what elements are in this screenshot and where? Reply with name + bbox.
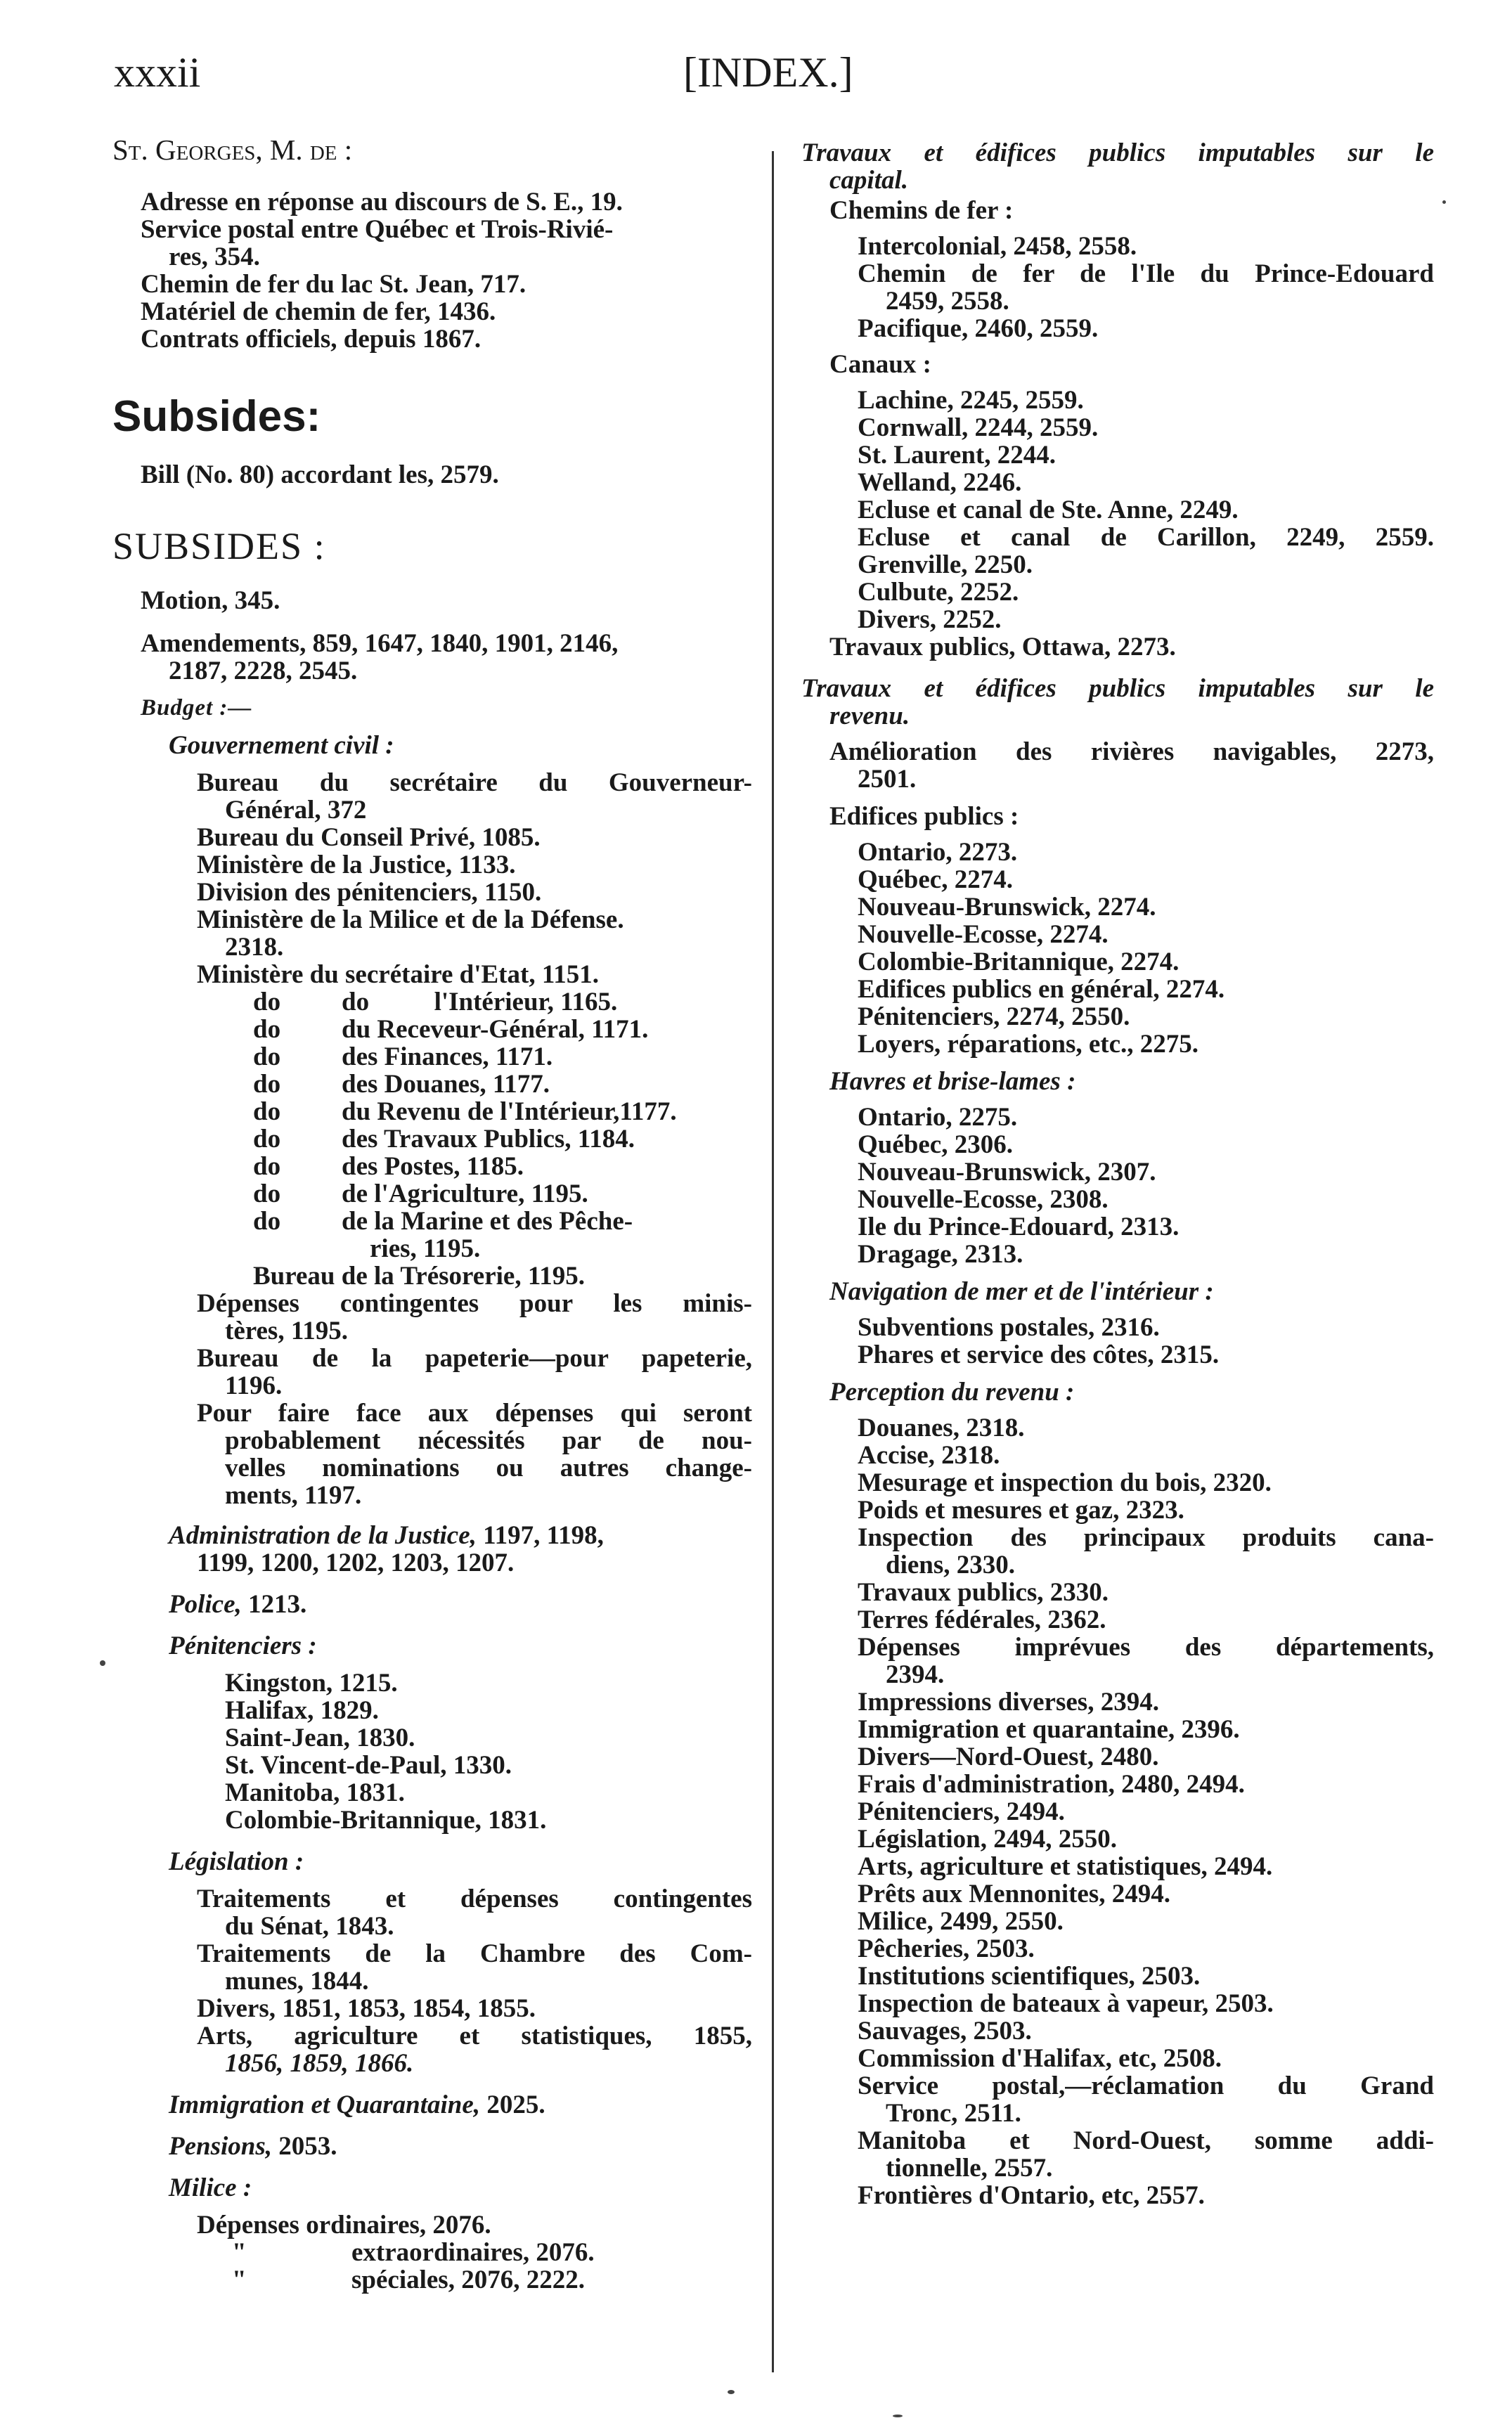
ditto-text: du Receveur-Général, 1171. xyxy=(342,1015,649,1044)
index-line xyxy=(169,1591,752,1618)
index-line: Institutions scientifiques, 2503. xyxy=(858,1962,1201,1991)
index-line: Service postal entre Québec et Trois-Rivié- xyxy=(141,215,614,244)
column-divider xyxy=(772,151,774,2372)
ditto-mark: do xyxy=(253,1070,281,1099)
index-line: Traitements de la Chambre des Com- xyxy=(197,1939,752,1968)
ditto-mark: do xyxy=(253,1097,281,1126)
index-line: Impressions diverses, 2394. xyxy=(858,1688,1159,1717)
page-number: xxxii xyxy=(114,49,201,96)
index-line: tères, 1195. xyxy=(225,1317,349,1345)
ditto-text: de la Marine et des Pêche- xyxy=(342,1207,633,1236)
index-line: tionnelle, 2557. xyxy=(886,2154,1053,2183)
index-line: Inspection de bateaux à vapeur, 2503. xyxy=(858,1989,1274,2018)
index-line xyxy=(197,2239,752,2266)
index-line: Divers, 2252. xyxy=(858,605,1002,634)
ditto-mark: do xyxy=(253,1152,281,1181)
index-line: Douanes, 2318. xyxy=(858,1414,1025,1442)
ditto-row xyxy=(253,1208,752,1235)
ditto-mark: " xyxy=(232,2266,247,2294)
index-line: Matériel de chemin de fer, 1436. xyxy=(141,297,496,326)
index-line: Pêcheries, 2503. xyxy=(858,1934,1035,1963)
ditto-mark: " xyxy=(232,2238,247,2267)
index-line: Dépenses ordinaires, 2076. xyxy=(197,2211,491,2240)
index-line: Ecluse et canal de Ste. Anne, 2249. xyxy=(858,496,1239,524)
index-line: ments, 1197. xyxy=(225,1481,362,1510)
ditto-row xyxy=(253,988,752,1016)
ditto-block xyxy=(253,988,752,1262)
edifices-heading: Edifices publics : xyxy=(829,802,1019,831)
index-line: Ministère du secrétaire d'Etat, 1151. xyxy=(197,960,600,989)
index-line: Saint-Jean, 1830. xyxy=(225,1724,415,1752)
entry-st-georges-heading: St. Georges, M. de : xyxy=(112,134,353,166)
index-line: Ontario, 2273. xyxy=(858,838,1018,867)
index-line: ries, 1195. xyxy=(370,1234,481,1263)
index-line: Immigration et quarantaine, 2396. xyxy=(858,1715,1240,1744)
index-line: Loyers, réparations, etc., 2275. xyxy=(858,1030,1199,1059)
section-heading-revenu: Travaux et édifices publics imputables sur le xyxy=(801,674,1434,703)
index-line: Chemin de fer de l'Ile du Prince-Edouard xyxy=(858,259,1434,288)
ditto-mark: do xyxy=(253,1015,281,1044)
index-line: Division des pénitenciers, 1150. xyxy=(197,878,542,907)
police-pages: 1213. xyxy=(241,1590,307,1619)
scan-speck xyxy=(1442,200,1446,204)
index-line: Nouveau-Brunswick, 2274. xyxy=(858,893,1156,922)
index-line: Divers, 1851, 1853, 1854, 1855. xyxy=(197,1994,536,2023)
index-line: Poids et mesures et gaz, 2323. xyxy=(858,1496,1184,1525)
index-line: Inspection des principaux produits cana- xyxy=(858,1523,1434,1552)
immigration-pages: 2025. xyxy=(480,2090,545,2119)
index-line: Edifices publics en général, 2274. xyxy=(858,975,1225,1004)
index-line: Pour faire face aux dépenses qui seront xyxy=(197,1399,752,1428)
ditto-text: des Finances, 1171. xyxy=(342,1042,553,1071)
index-line: Mesurage et inspection du bois, 2320. xyxy=(858,1468,1272,1497)
index-line: Québec, 2306. xyxy=(858,1130,1013,1159)
index-line: 1196. xyxy=(225,1371,283,1400)
index-line: Culbute, 2252. xyxy=(858,578,1019,607)
index-line: Arts, agriculture et statistiques, 2494. xyxy=(858,1852,1273,1881)
section-heading-capital: Travaux et édifices publics imputables sur le xyxy=(801,138,1434,167)
ditto-mark: do xyxy=(253,988,281,1016)
subsides-bill-heading: Subsides: xyxy=(112,392,321,441)
ditto-text: des Douanes, 1177. xyxy=(342,1070,550,1099)
index-line: Traitements et dépenses contingentes xyxy=(197,1885,752,1913)
index-line: Lachine, 2245, 2559. xyxy=(858,386,1084,415)
index-line: Commission d'Halifax, etc, 2508. xyxy=(858,2044,1222,2073)
index-line: Ile du Prince-Edouard, 2313. xyxy=(858,1213,1180,1241)
index-line: Colombie-Britannique, 1831. xyxy=(225,1806,547,1835)
index-line: Ministère de la Justice, 1133. xyxy=(197,851,516,879)
police-label: Police, xyxy=(169,1590,242,1619)
index-line: Welland, 2246. xyxy=(858,468,1022,497)
index-line: Divers—Nord-Ouest, 2480. xyxy=(858,1743,1159,1771)
index-line xyxy=(197,2266,752,2294)
index-line: Terres fédérales, 2362. xyxy=(858,1605,1106,1634)
pensions-label: Pensions, xyxy=(169,2132,273,2161)
index-line: Bill (No. 80) accordant les, 2579. xyxy=(141,460,499,489)
legislation-lines xyxy=(197,1885,752,2077)
index-line: Pénitenciers, 2494. xyxy=(858,1797,1065,1826)
ditto-mark: do xyxy=(253,1125,281,1153)
index-line: munes, 1844. xyxy=(225,1967,369,1996)
index-line: Travaux publics, Ottawa, 2273. xyxy=(829,633,1176,661)
ditto-text: du Revenu de l'Intérieur,1177. xyxy=(342,1097,677,1126)
index-line: 1199, 1200, 1202, 1203, 1207. xyxy=(197,1549,515,1577)
index-line: Chemin de fer du lac St. Jean, 717. xyxy=(141,270,526,299)
index-line: Accise, 2318. xyxy=(858,1441,1000,1470)
canaux-heading: Canaux : xyxy=(829,350,931,379)
ditto-row xyxy=(253,1098,752,1125)
index-line: Service postal,—réclamation du Grand xyxy=(858,2072,1434,2100)
index-line: Amendements, 859, 1647, 1840, 1901, 2146, xyxy=(141,629,619,658)
legislation-heading: Législation : xyxy=(169,1847,304,1876)
index-line: Bureau de la papeterie—pour papeterie, xyxy=(197,1344,752,1373)
ditto-text: des Postes, 1185. xyxy=(342,1152,524,1181)
perception-lines xyxy=(858,1414,1434,2209)
index-text: spéciales, 2076, 2222. xyxy=(351,2266,585,2294)
ditto-text: des Travaux Publics, 1184. xyxy=(342,1125,635,1153)
ditto-row xyxy=(253,1043,752,1071)
index-line: Nouveau-Brunswick, 2307. xyxy=(858,1158,1156,1187)
budget-label: Budget :— xyxy=(141,695,252,720)
ditto-row xyxy=(253,1180,752,1208)
ditto-mark: do xyxy=(253,1042,281,1071)
index-line: 2394. xyxy=(886,1660,945,1689)
ditto-mark: do xyxy=(253,1180,281,1208)
index-line: Sauvages, 2503. xyxy=(858,2017,1032,2046)
index-line: Intercolonial, 2458, 2558. xyxy=(858,232,1137,261)
index-line: St. Vincent-de-Paul, 1330. xyxy=(225,1751,512,1780)
ditto-text: de l'Agriculture, 1195. xyxy=(342,1180,588,1208)
justice-entry xyxy=(169,1522,752,2294)
penitenciers-lines xyxy=(225,1669,752,1834)
index-line: 2459, 2558. xyxy=(886,287,1009,316)
index-line: Grenville, 2250. xyxy=(858,550,1033,579)
index-line: Travaux publics, 2330. xyxy=(858,1578,1109,1607)
index-line: Ministère de la Milice et de la Défense. xyxy=(197,905,624,934)
index-line: Tronc, 2511. xyxy=(886,2099,1021,2128)
index-line: Amélioration des rivières navigables, 2273, xyxy=(829,737,1434,766)
chemins-heading: Chemins de fer : xyxy=(829,196,1014,225)
perception-heading: Perception du revenu : xyxy=(829,1378,1075,1407)
ditto-row xyxy=(253,1125,752,1153)
index-line: Nouvelle-Ecosse, 2308. xyxy=(858,1185,1109,1214)
index-line: Cornwall, 2244, 2559. xyxy=(858,413,1099,442)
running-head: [INDEX.] xyxy=(683,49,853,96)
milice-lines xyxy=(197,2211,752,2294)
canaux-lines xyxy=(858,387,1434,633)
index-line: 1856, 1859, 1866. xyxy=(225,2049,414,2078)
index-line: Subventions postales, 2316. xyxy=(858,1313,1160,1342)
index-line: 2501. xyxy=(858,765,917,794)
index-line: res, 354. xyxy=(169,243,260,271)
section-heading-revenu-cont: revenu. xyxy=(829,702,910,730)
gouvernement-civil-lines xyxy=(197,769,752,1509)
entry-st-georges-lines xyxy=(141,188,752,353)
havres-lines xyxy=(858,1104,1434,1268)
index-line: Phares et service des côtes, 2315. xyxy=(858,1340,1220,1369)
index-line: Prêts aux Mennonites, 2494. xyxy=(858,1880,1170,1908)
right-column xyxy=(801,139,1434,2209)
index-line: Bureau de la Trésorerie, 1195. xyxy=(253,1262,586,1291)
index-line xyxy=(169,2091,752,2119)
index-line: Général, 372 xyxy=(225,796,367,825)
subsides-heading: SUBSIDES : xyxy=(112,525,326,567)
index-line: diens, 2330. xyxy=(886,1551,1016,1579)
navigation-heading: Navigation de mer et de l'intérieur : xyxy=(829,1277,1214,1306)
index-text: extraordinaires, 2076. xyxy=(351,2238,595,2267)
index-line: velles nominations ou autres change- xyxy=(225,1454,752,1482)
index-line: Halifax, 1829. xyxy=(225,1696,379,1725)
index-line: Nouvelle-Ecosse, 2274. xyxy=(858,920,1109,949)
index-line: Colombie-Britannique, 2274. xyxy=(858,948,1180,976)
index-line: Dépenses imprévues des départements, xyxy=(858,1633,1434,1662)
index-line: Milice, 2499, 2550. xyxy=(858,1907,1064,1936)
scan-speck xyxy=(728,2390,735,2394)
index-line: Ecluse et canal de Carillon, 2249, 2559. xyxy=(858,523,1434,552)
navigation-lines xyxy=(858,1314,1434,1369)
chemins-lines xyxy=(858,233,1434,342)
index-line: Frontières d'Ontario, etc, 2557. xyxy=(858,2181,1205,2210)
ditto-text: do l'Intérieur, 1165. xyxy=(342,988,618,1016)
ditto-row xyxy=(253,1071,752,1098)
index-line: Dépenses contingentes pour les minis- xyxy=(197,1289,752,1318)
index-line: probablement nécessités par de nou- xyxy=(225,1426,752,1455)
index-line: Adresse en réponse au discours de S. E., 19. xyxy=(141,188,623,216)
index-line: Contrats officiels, depuis 1867. xyxy=(141,325,482,354)
scan-speck xyxy=(100,1660,105,1666)
penitenciers-heading: Pénitenciers : xyxy=(169,1631,317,1660)
index-line: Manitoba, 1831. xyxy=(225,1778,405,1807)
index-line: du Sénat, 1843. xyxy=(225,1912,394,1941)
subsides-entries xyxy=(141,587,752,2294)
index-line: Bureau du Conseil Privé, 1085. xyxy=(197,823,541,852)
edifices-lines xyxy=(858,839,1434,1058)
ditto-row xyxy=(253,1016,752,1043)
index-line: Manitoba et Nord-Ouest, somme addi- xyxy=(858,2126,1434,2155)
milice-heading: Milice : xyxy=(169,2173,252,2202)
index-line: Kingston, 1215. xyxy=(225,1669,398,1698)
index-line: St. Laurent, 2244. xyxy=(858,441,1056,470)
justice-label: Administration de la Justice, xyxy=(169,1521,477,1550)
index-line: Pénitenciers, 2274, 2550. xyxy=(858,1002,1130,1031)
justice-pages: 1197, 1198, xyxy=(476,1521,604,1550)
index-line xyxy=(169,2133,752,2160)
index-line: Législation, 2494, 2550. xyxy=(858,1825,1117,1854)
index-line: Bureau du secrétaire du Gouverneur- xyxy=(197,768,752,797)
index-line: Pacifique, 2460, 2559. xyxy=(858,314,1099,343)
scan-speck xyxy=(893,2415,903,2417)
index-line: Ontario, 2275. xyxy=(858,1103,1018,1132)
index-line: 2187, 2228, 2545. xyxy=(169,657,358,685)
index-line: Arts, agriculture et statistiques, 1855, xyxy=(197,2022,752,2050)
immigration-label: Immigration et Quarantaine, xyxy=(169,2090,481,2119)
index-line: Québec, 2274. xyxy=(858,865,1013,894)
index-line xyxy=(169,1522,752,1549)
left-column xyxy=(112,134,752,2294)
gouvernement-civil-heading: Gouvernement civil : xyxy=(169,731,394,760)
index-line: Motion, 345. xyxy=(141,586,280,615)
havres-heading: Havres et brise-lames : xyxy=(829,1067,1076,1096)
ditto-mark: do xyxy=(253,1207,281,1236)
index-line: Frais d'administration, 2480, 2494. xyxy=(858,1770,1245,1799)
section-heading-capital-cont: capital. xyxy=(829,166,909,195)
index-line: 2318. xyxy=(225,933,284,962)
pensions-pages: 2053. xyxy=(272,2132,337,2161)
ditto-row xyxy=(253,1153,752,1180)
index-line: Dragage, 2313. xyxy=(858,1240,1023,1269)
